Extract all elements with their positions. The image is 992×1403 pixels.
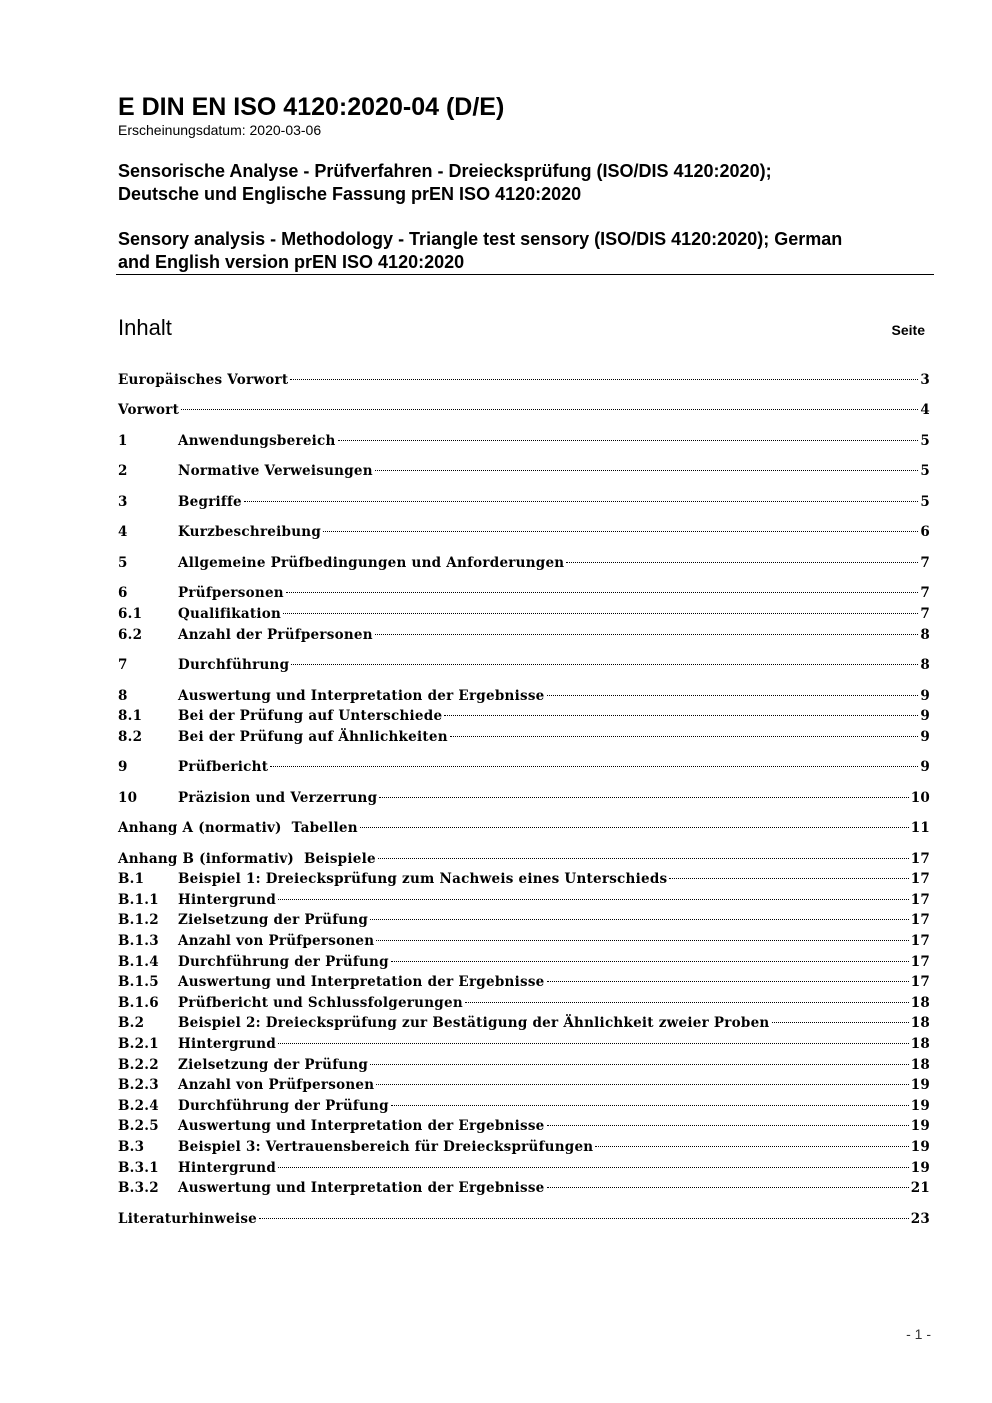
- toc-entry-number: B.3.2: [118, 1180, 159, 1197]
- toc-entry-title: Allgemeine Prüfbedingungen und Anforderungen: [178, 554, 565, 571]
- toc-dot-leader: [547, 1124, 909, 1126]
- toc-dot-leader: [547, 694, 919, 696]
- toc-entry-number: 10: [118, 789, 138, 806]
- toc-entry-number: B.2.5: [118, 1118, 159, 1135]
- toc-entry-title: Hintergrund: [178, 1036, 277, 1053]
- toc-dot-leader: [259, 1217, 909, 1219]
- toc-entry-page: 21: [910, 1180, 930, 1197]
- toc-entry-page: 10: [910, 789, 930, 806]
- toc-dot-leader: [286, 591, 918, 593]
- toc-entry-title: Durchführung der Prüfung: [178, 1097, 389, 1114]
- header-divider: [116, 274, 934, 275]
- toc-dot-leader: [290, 378, 918, 380]
- toc-dot-leader: [244, 500, 918, 502]
- toc-entry[interactable]: [118, 625, 930, 646]
- toc-entry-title: Anhang A (normativ) Tabellen: [118, 820, 358, 837]
- toc-entry-page: 17: [910, 974, 930, 991]
- toc-dot-leader: [291, 663, 918, 665]
- toc-entry-page: 17: [910, 912, 930, 929]
- toc-entry-page: 18: [910, 1056, 930, 1073]
- toc-entry-page: 17: [910, 891, 930, 908]
- toc-page-column-label: Seite: [891, 322, 925, 338]
- toc-entry[interactable]: [118, 1013, 930, 1034]
- toc-entry-title: Prüfbericht und Schlussfolgerungen: [178, 994, 463, 1011]
- toc-dot-leader: [370, 1063, 909, 1065]
- toc-entry-number: B.1.1: [118, 891, 159, 908]
- toc-entry-page: 6: [920, 524, 930, 541]
- toc-entry-page: 18: [910, 994, 930, 1011]
- toc-dot-leader: [547, 980, 909, 982]
- toc-entry[interactable]: [118, 583, 930, 604]
- toc-entry[interactable]: [118, 788, 930, 809]
- toc-entry-title: Durchführung der Prüfung: [178, 953, 389, 970]
- toc-dot-leader: [376, 1083, 908, 1085]
- toc-entry[interactable]: [118, 655, 930, 676]
- toc-dot-leader: [181, 408, 918, 410]
- toc-entry-title: Bei der Prüfung auf Ähnlichkeiten: [178, 728, 448, 745]
- toc-entry-title: Auswertung und Interpretation der Ergebnisse: [178, 1180, 545, 1197]
- toc-dot-leader: [376, 939, 908, 941]
- toc-entry[interactable]: [118, 757, 930, 778]
- toc-entry-title: Anzahl von Prüfpersonen: [178, 1077, 375, 1094]
- toc-entry-page: 9: [920, 759, 930, 776]
- title-german-line: Sensorische Analyse - Prüfverfahren - Dreiecksprüfung (ISO/DIS 4120:2020);: [118, 161, 772, 181]
- toc-entry-page: 19: [910, 1097, 930, 1114]
- toc-entry-title: Anzahl der Prüfpersonen: [178, 626, 373, 643]
- toc-entry-number: B.1.4: [118, 953, 159, 970]
- toc-entry[interactable]: [118, 890, 930, 911]
- toc-entry-title: Literaturhinweise: [118, 1210, 258, 1227]
- toc-entry-number: 8: [118, 687, 128, 704]
- toc-entry-title: Zielsetzung der Prüfung: [178, 1056, 369, 1073]
- toc-heading: Inhalt: [118, 315, 172, 340]
- toc-entry-number: 6.2: [118, 626, 143, 643]
- toc-entry[interactable]: [118, 1096, 930, 1117]
- toc-dot-leader: [323, 530, 918, 532]
- toc-entry-number: B.1: [118, 871, 145, 888]
- title-english-line: Sensory analysis - Methodology - Triangle test sensory (ISO/DIS 4120:2020); German: [118, 229, 843, 249]
- toc-entry-page: 17: [910, 953, 930, 970]
- toc-entry-page: 17: [910, 933, 930, 950]
- toc-entry-number: 2: [118, 463, 128, 480]
- toc-entry[interactable]: [118, 686, 930, 707]
- toc-entry-page: 5: [920, 432, 930, 449]
- publication-date: Erscheinungsdatum: 2020-03-06: [118, 122, 322, 138]
- toc-entry-page: 3: [920, 372, 930, 388]
- toc-entry-title: Bei der Prüfung auf Unterschiede: [178, 708, 443, 725]
- toc-entry-number: B.1.2: [118, 912, 159, 929]
- title-german-line: Deutsche und Englische Fassung prEN ISO 4120:2020: [118, 184, 582, 204]
- document-id: E DIN EN ISO 4120:2020-04 (D/E): [118, 93, 505, 121]
- toc-entry-title: Präzision und Verzerrung: [178, 789, 378, 806]
- toc-entry[interactable]: [118, 431, 930, 452]
- toc-dot-leader: [283, 612, 918, 614]
- toc-entry-number: 1: [118, 432, 128, 449]
- toc-entry[interactable]: [118, 1178, 930, 1199]
- toc-dot-leader: [566, 561, 918, 563]
- toc-entry-number: B.1.5: [118, 974, 159, 991]
- toc-entry-number: B.2.4: [118, 1097, 159, 1114]
- toc-entry-title: Kurzbeschreibung: [178, 524, 322, 541]
- toc-entry-page: 19: [910, 1138, 930, 1155]
- toc-entry-title: Normative Verweisungen: [178, 463, 373, 480]
- toc-entry[interactable]: [118, 1055, 930, 1076]
- toc-entry[interactable]: [118, 727, 930, 748]
- title-english: [118, 228, 933, 274]
- toc-entry-number: 8.2: [118, 728, 143, 745]
- toc-entry-page: 19: [910, 1077, 930, 1094]
- toc-dot-leader: [595, 1145, 908, 1147]
- toc-dot-leader: [391, 1104, 909, 1106]
- toc-entry[interactable]: [118, 461, 930, 482]
- toc-entry-title: Beispiel 2: Dreiecksprüfung zur Bestätigung der Ähnlichkeit zweier Proben: [178, 1015, 770, 1032]
- toc-dot-leader: [378, 857, 909, 859]
- toc-entry-title: Begriffe: [178, 493, 242, 510]
- toc-entry[interactable]: [118, 818, 930, 839]
- toc-dot-leader: [278, 1166, 909, 1168]
- toc-entry-page: 18: [910, 1015, 930, 1032]
- toc-entry-number: 6: [118, 585, 128, 602]
- toc-entry[interactable]: [118, 553, 930, 574]
- toc-entry[interactable]: [118, 1158, 930, 1179]
- toc-entry-number: 3: [118, 493, 128, 510]
- toc-entry[interactable]: [118, 400, 930, 421]
- toc-dot-leader: [465, 1001, 909, 1003]
- toc-dot-leader: [379, 796, 908, 798]
- toc-dot-leader: [772, 1021, 909, 1023]
- toc-entry-title: Europäisches Vorwort: [118, 372, 289, 388]
- toc-entry[interactable]: [118, 604, 930, 625]
- toc-entry[interactable]: [118, 1075, 930, 1096]
- toc-entry-page: 8: [920, 657, 930, 674]
- toc-entry[interactable]: [118, 370, 930, 391]
- toc-entry-number: 4: [118, 524, 128, 541]
- toc-entry-title: Vorwort: [118, 402, 180, 419]
- toc-entry-title: Hintergrund: [178, 891, 277, 908]
- toc-entry-title: Anwendungsbereich: [178, 432, 336, 449]
- toc-entry-title: Beispiel 1: Dreiecksprüfung zum Nachweis eines Unterschieds: [178, 871, 668, 888]
- toc-dot-leader: [278, 898, 909, 900]
- toc-entry-page: 9: [920, 708, 930, 725]
- toc-entry-number: B.2: [118, 1015, 145, 1032]
- toc-entry-page: 5: [920, 493, 930, 510]
- toc-entry-number: B.1.6: [118, 994, 159, 1011]
- toc-dot-leader: [270, 765, 918, 767]
- toc-entry-page: 8: [920, 626, 930, 643]
- toc-entry-page: 23: [910, 1210, 930, 1227]
- toc-entry[interactable]: [118, 910, 930, 931]
- toc-entry-number: B.2.2: [118, 1056, 159, 1073]
- toc-entry[interactable]: [118, 492, 930, 513]
- page-number: - 1 -: [906, 1326, 931, 1342]
- title-english-line: and English version prEN ISO 4120:2020: [118, 252, 465, 272]
- toc-entry-title: Auswertung und Interpretation der Ergebnisse: [178, 974, 545, 991]
- toc-entry-page: 7: [920, 605, 930, 622]
- toc-entry-title: Beispiel 3: Vertrauensbereich für Dreiecksprüfungen: [178, 1138, 594, 1155]
- toc-entry-number: B.2.1: [118, 1036, 159, 1053]
- toc-entry-number: 9: [118, 759, 128, 776]
- toc-entry-number: B.1.3: [118, 933, 159, 950]
- toc-entry[interactable]: [118, 952, 930, 973]
- toc-dot-leader: [278, 1042, 909, 1044]
- toc-dot-leader: [338, 439, 919, 441]
- toc-entry[interactable]: [118, 1116, 930, 1137]
- toc-entry-number: 7: [118, 657, 128, 674]
- toc-entry-page: 7: [920, 585, 930, 602]
- toc-entry-number: 5: [118, 554, 128, 571]
- toc-entry[interactable]: [118, 869, 930, 890]
- toc-dot-leader: [375, 633, 919, 635]
- toc-entry-title: Anhang B (informativ) Beispiele: [118, 850, 376, 867]
- toc-entry[interactable]: [118, 993, 930, 1014]
- toc-entry-number: B.3.1: [118, 1159, 159, 1176]
- toc-entry[interactable]: [118, 849, 930, 870]
- toc-entry-title: Auswertung und Interpretation der Ergebnisse: [178, 687, 545, 704]
- toc-dot-leader: [391, 960, 909, 962]
- toc-dot-leader: [444, 714, 918, 716]
- toc-entry-page: 5: [920, 463, 930, 480]
- toc-entry-title: Zielsetzung der Prüfung: [178, 912, 369, 929]
- toc-entry-page: 18: [910, 1036, 930, 1053]
- toc-entry-page: 4: [920, 402, 930, 419]
- table-of-contents: [118, 370, 930, 1229]
- title-german: [118, 160, 933, 206]
- toc-entry-title: Prüfbericht: [178, 759, 269, 776]
- toc-entry[interactable]: [118, 1137, 930, 1158]
- toc-entry[interactable]: [118, 972, 930, 993]
- toc-entry-title: Anzahl von Prüfpersonen: [178, 933, 375, 950]
- toc-entry-title: Auswertung und Interpretation der Ergebnisse: [178, 1118, 545, 1135]
- toc-entry-page: 11: [910, 820, 930, 837]
- toc-entry-page: 9: [920, 687, 930, 704]
- toc-entry-title: Hintergrund: [178, 1159, 277, 1176]
- toc-entry-page: 19: [910, 1159, 930, 1176]
- toc-entry-page: 9: [920, 728, 930, 745]
- toc-entry-number: 8.1: [118, 708, 143, 725]
- toc-entry[interactable]: [118, 931, 930, 952]
- toc-dot-leader: [450, 735, 919, 737]
- toc-entry-page: 17: [910, 871, 930, 888]
- toc-entry[interactable]: [118, 1209, 930, 1230]
- toc-entry-title: Durchführung: [178, 657, 290, 674]
- toc-entry-title: Qualifikation: [178, 605, 282, 622]
- toc-entry-page: 17: [910, 850, 930, 867]
- toc-entry-number: 6.1: [118, 605, 143, 622]
- toc-dot-leader: [360, 826, 909, 828]
- toc-entry-page: 19: [910, 1118, 930, 1135]
- toc-dot-leader: [370, 918, 909, 920]
- toc-dot-leader: [547, 1186, 909, 1188]
- toc-dot-leader: [375, 469, 919, 471]
- toc-entry-page: 7: [920, 554, 930, 571]
- toc-entry[interactable]: [118, 1034, 930, 1055]
- toc-entry-title: Prüfpersonen: [178, 585, 284, 602]
- toc-entry-number: B.2.3: [118, 1077, 159, 1094]
- toc-entry[interactable]: [118, 522, 930, 543]
- toc-entry[interactable]: [118, 706, 930, 727]
- toc-dot-leader: [669, 877, 908, 879]
- toc-entry-number: B.3: [118, 1138, 145, 1155]
